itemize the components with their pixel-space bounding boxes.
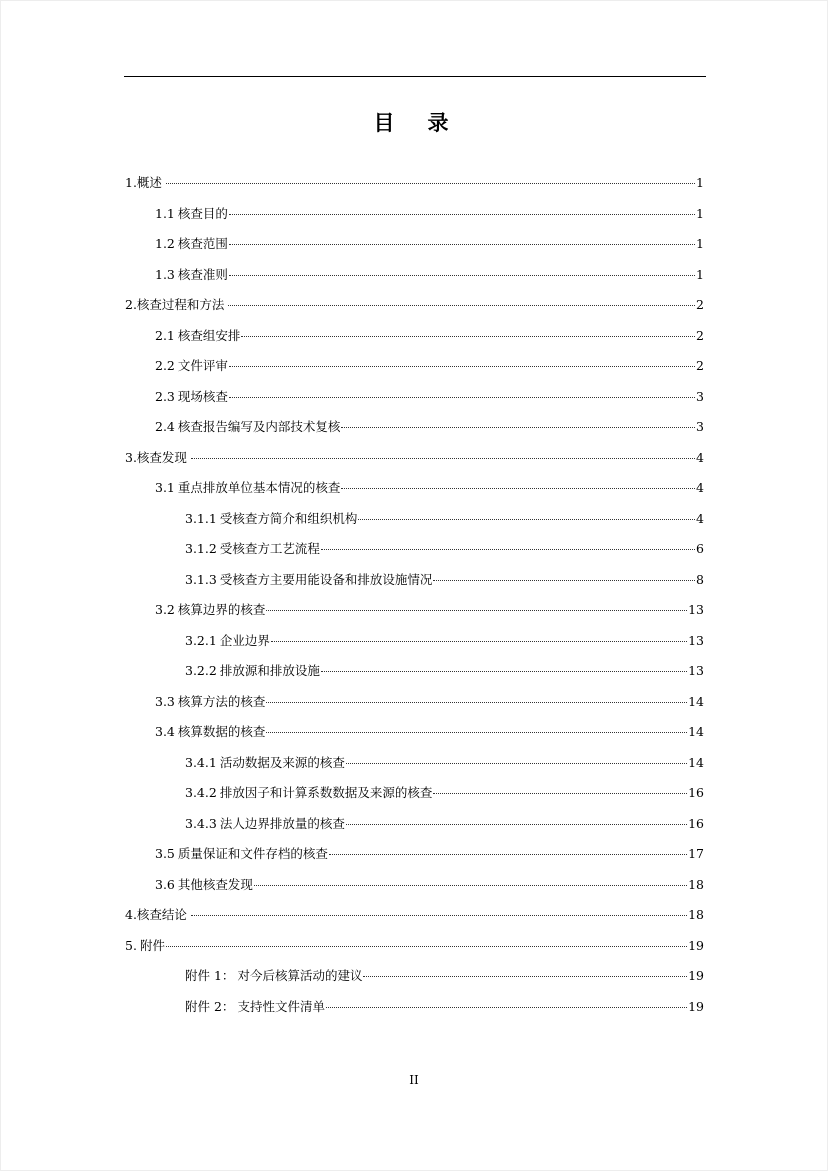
toc-entry-page: 4 [696, 449, 704, 465]
toc-entry-title: 企业边界 [219, 632, 270, 648]
toc-entry-page: 3 [696, 419, 704, 434]
toc-entry-page: 19 [688, 937, 704, 953]
toc-entry-number: 1.概述 [125, 175, 162, 190]
toc-dot-leader [346, 763, 687, 764]
toc-dot-leader [266, 610, 687, 611]
toc-dot-leader [358, 519, 695, 520]
toc-entry[interactable] [155, 417, 704, 439]
toc-entry[interactable] [185, 997, 704, 1019]
toc-entry-title: 排放源和排放设施 [219, 663, 320, 678]
toc-entry[interactable] [125, 448, 704, 470]
toc-entry-page: 3 [696, 388, 704, 404]
toc-entry-number: 3.4.3 [185, 815, 217, 831]
toc-dot-leader [341, 427, 695, 428]
toc-entry-title: 核查目的 [177, 205, 228, 221]
toc-entry-page: 2 [696, 327, 704, 343]
toc-entry-page: 4 [696, 480, 704, 495]
toc-entry-number: 2.3 [155, 388, 175, 404]
toc-entry[interactable] [185, 631, 704, 653]
toc-entry-number: 3.4 [155, 724, 175, 739]
page-number: II [409, 1073, 419, 1087]
toc-entry[interactable] [185, 509, 704, 531]
toc-entry-title: 受核查方主要用能设备和排放设施情况 [219, 571, 433, 587]
toc-entry-title: 排放因子和计算系数数据及来源的核查 [219, 785, 433, 800]
toc-entry-page: 2 [696, 358, 704, 373]
toc-entry-number: 3.5 [155, 846, 175, 861]
toc-entry-title: 受核查方工艺流程 [219, 541, 320, 556]
toc-entry-title: 附件 [139, 937, 165, 953]
toc-entry-page: 1 [696, 175, 704, 190]
toc-entry-number: 2.2 [155, 358, 175, 373]
toc-entry-page: 18 [688, 876, 704, 892]
toc-dot-leader [191, 915, 687, 916]
toc-entry[interactable] [155, 204, 704, 226]
toc-entry[interactable] [155, 692, 704, 714]
toc-entry[interactable] [125, 295, 704, 317]
toc-entry-number: 3.1.2 [185, 541, 217, 556]
toc-entry-page: 14 [688, 693, 704, 709]
toc-entry-title: 对今后核算活动的建议 [237, 968, 363, 983]
toc-entry[interactable] [155, 600, 704, 622]
toc-entry-number: 1.3 [155, 266, 175, 282]
toc-entry-number: 附件 2： [185, 998, 235, 1014]
toc-entry[interactable] [155, 356, 704, 378]
toc-entry[interactable] [125, 936, 704, 958]
toc-entry[interactable] [155, 234, 704, 256]
toc-entry-page: 13 [688, 602, 704, 617]
toc-dot-leader [229, 397, 695, 398]
toc-entry[interactable] [185, 661, 704, 683]
toc-entry-page: 13 [688, 663, 704, 678]
toc-dot-leader [228, 305, 695, 306]
toc-dot-leader [229, 214, 695, 215]
toc-dot-leader [229, 275, 695, 276]
toc-entry-number: 2.1 [155, 327, 175, 343]
toc-entry-page: 17 [688, 846, 704, 861]
toc-entry-page: 8 [696, 571, 704, 587]
toc-entry[interactable] [155, 478, 704, 500]
toc-entry[interactable] [155, 265, 704, 287]
toc-entry[interactable] [155, 326, 704, 348]
toc-title: 目 录 [373, 111, 455, 135]
toc-dot-leader [229, 366, 695, 367]
toc-entry[interactable] [185, 753, 704, 775]
toc-entry-title: 核查准则 [177, 266, 228, 282]
toc-entry-number: 4.核查结论 [125, 907, 187, 922]
toc-entry-title: 质量保证和文件存档的核查 [177, 846, 328, 861]
toc-entry-number: 3.1.3 [185, 571, 217, 587]
toc-entry-number: 3.6 [155, 876, 175, 892]
toc-entry[interactable] [185, 966, 704, 988]
toc-entry-title: 核查报告编写及内部技术复核 [177, 419, 341, 434]
toc-dot-leader [363, 976, 687, 977]
toc-entry-title: 核查范围 [177, 236, 228, 251]
toc-entry-number: 3.3 [155, 693, 175, 709]
toc-entry[interactable] [185, 783, 704, 805]
toc-dot-leader [346, 824, 687, 825]
toc-entry-title: 核查组安排 [177, 327, 241, 343]
toc-entry-title: 重点排放单位基本情况的核查 [177, 480, 341, 495]
toc-entry-page: 14 [688, 724, 704, 739]
toc-entry[interactable] [155, 387, 704, 409]
toc-entry-title: 核算边界的核查 [177, 602, 266, 617]
toc-dot-leader [433, 793, 687, 794]
document-page [1, 1, 827, 1170]
toc-entry-page: 13 [688, 632, 704, 648]
toc-entry-number: 1.1 [155, 205, 175, 221]
toc-entry-number: 3.4.1 [185, 754, 217, 770]
toc-entry-page: 16 [688, 785, 704, 800]
toc-entry-title: 核算方法的核查 [177, 693, 266, 709]
toc-entry-title: 文件评审 [177, 358, 228, 373]
header-rule [124, 76, 706, 77]
toc-dot-leader [271, 641, 687, 642]
toc-dot-leader [266, 702, 687, 703]
toc-dot-leader [266, 732, 687, 733]
toc-entry-number: 1.2 [155, 236, 175, 251]
toc-dot-leader [241, 336, 695, 337]
toc-entry-page: 19 [688, 968, 704, 983]
toc-dot-leader [433, 580, 695, 581]
toc-dot-leader [229, 244, 695, 245]
toc-entry-number: 3.4.2 [185, 785, 217, 800]
toc-entry-number: 3.2 [155, 602, 175, 617]
toc-entry-page: 6 [696, 541, 704, 556]
toc-dot-leader [166, 183, 695, 184]
toc-entry-page: 4 [696, 510, 704, 526]
toc-dot-leader [191, 458, 695, 459]
toc-entry-title: 受核查方简介和组织机构 [219, 510, 358, 526]
toc-entry[interactable] [155, 722, 704, 744]
toc-entry-page: 19 [688, 998, 704, 1014]
toc-dot-leader [326, 1007, 687, 1008]
toc-entry[interactable] [185, 570, 704, 592]
toc-entry-title: 活动数据及来源的核查 [219, 754, 345, 770]
toc-entry-page: 14 [688, 754, 704, 770]
toc-entry-page: 16 [688, 815, 704, 831]
toc-dot-leader [321, 671, 687, 672]
toc-dot-leader [254, 885, 687, 886]
toc-entry-page: 1 [696, 266, 704, 282]
toc-dot-leader [321, 549, 695, 550]
toc-entry-number: 3.核查发现 [125, 449, 187, 465]
toc-entry[interactable] [185, 539, 704, 561]
toc-dot-leader [166, 946, 687, 947]
toc-entry-page: 18 [688, 907, 704, 922]
toc-entry-number: 3.1 [155, 480, 175, 495]
toc-entry-number: 附件 1： [185, 968, 235, 983]
toc-entry-number: 2.核查过程和方法 [125, 297, 225, 312]
toc-entry[interactable] [155, 875, 704, 897]
toc-dot-leader [341, 488, 695, 489]
toc-entry-page: 1 [696, 236, 704, 251]
toc-entry-page: 1 [696, 205, 704, 221]
toc-entry-number: 3.2.2 [185, 663, 217, 678]
toc-entry-page: 2 [696, 297, 704, 312]
toc-entry-title: 核算数据的核查 [177, 724, 266, 739]
toc-entry-title: 支持性文件清单 [237, 998, 325, 1014]
toc-entry[interactable] [125, 905, 704, 927]
toc-entry-number: 2.4 [155, 419, 175, 434]
toc-entry-number: 3.2.1 [185, 632, 217, 648]
toc-entry-title: 现场核查 [177, 388, 228, 404]
toc-entry[interactable] [125, 173, 704, 195]
toc-dot-leader [329, 854, 687, 855]
toc-entry-number: 5. [125, 937, 137, 953]
toc-entry[interactable] [185, 814, 704, 836]
toc-entry[interactable] [155, 844, 704, 866]
toc-entry-number: 3.1.1 [185, 510, 217, 526]
toc-entry-title: 其他核查发现 [177, 876, 253, 892]
toc-entry-title: 法人边界排放量的核查 [219, 815, 345, 831]
